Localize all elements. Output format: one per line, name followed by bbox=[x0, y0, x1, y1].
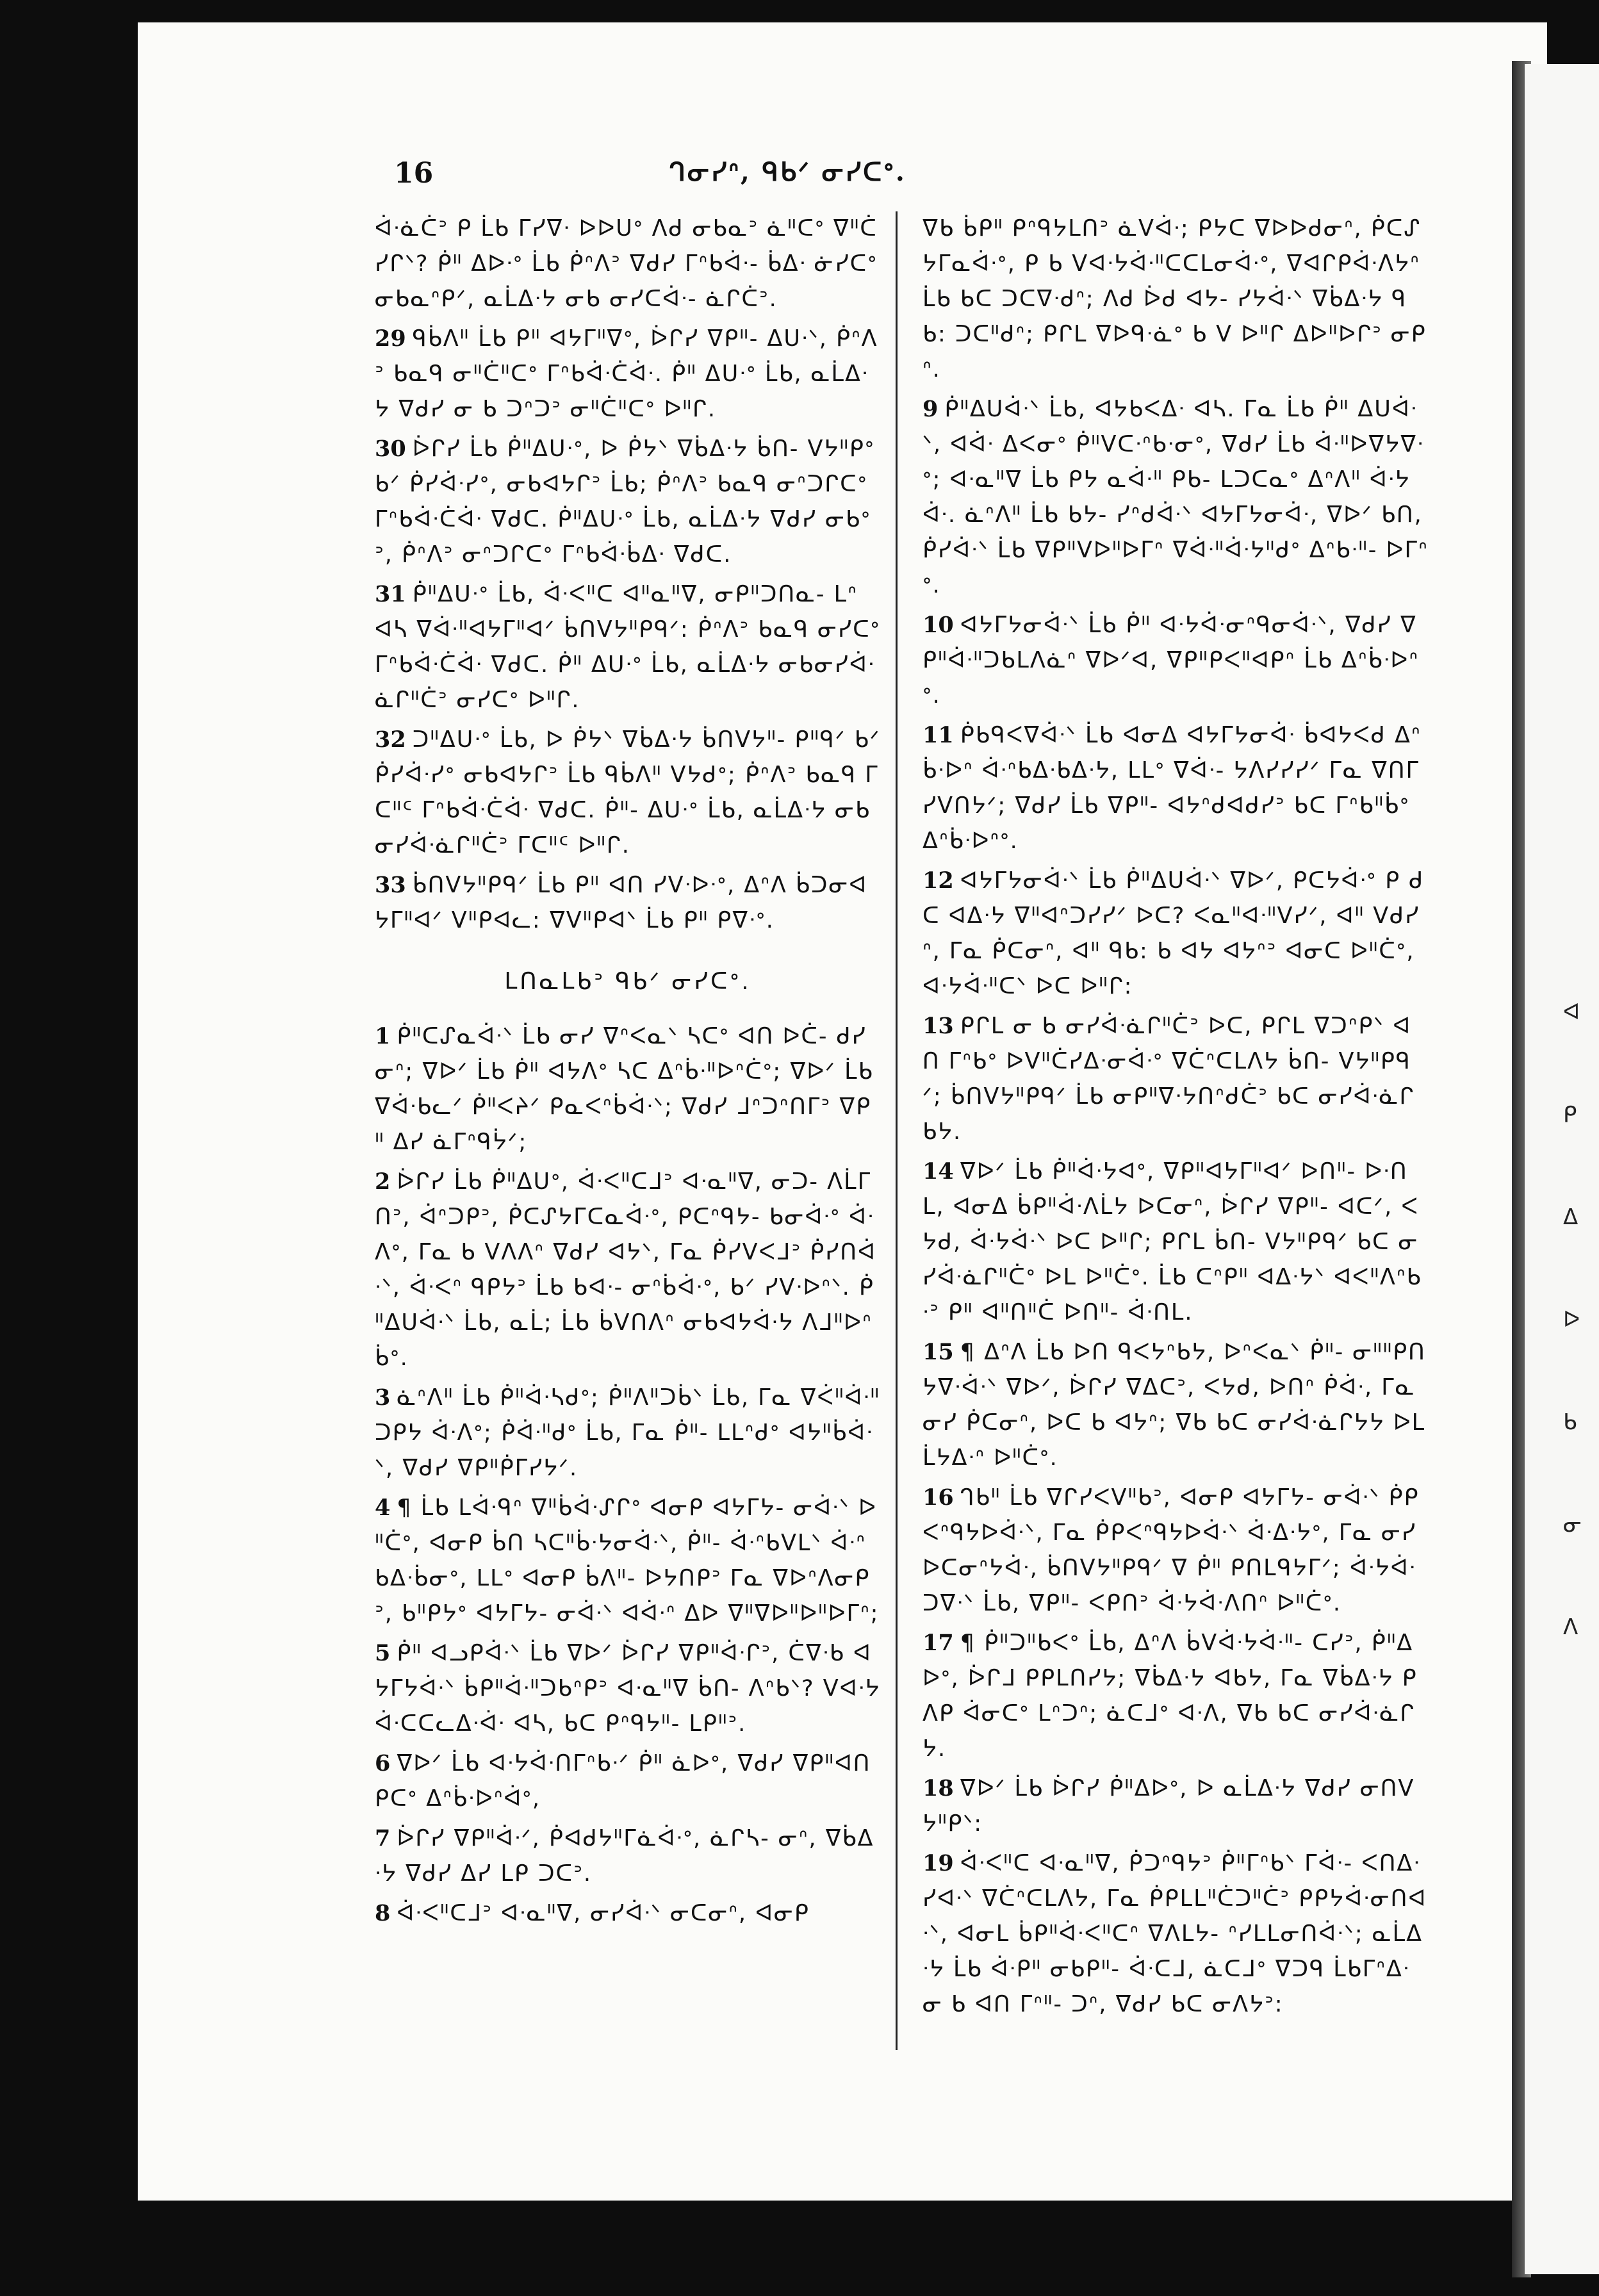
verse-paragraph bbox=[922, 1334, 1429, 1476]
verse-paragraph bbox=[375, 867, 881, 939]
verse-paragraph bbox=[375, 1164, 881, 1376]
verse-text: ᒉᑲᐦ ᒫᑲ ᐁᒋᓯᐸᐯᐦᑲᐣ, ᐊᓂᑭ ᐊᔭᒥᔭ- ᓂᐋᐧᐠ ᑮᑭᐸᐢᑫᔭᐅᐋᐧᐠ, ᒥᓇ ᑮᑭᐸᐢᑫᔭᐅᐋᐧᐠ ᐋᐧᐃᐧᔭᐤ, ᒥᓇ ᓂᓯ ᐅᑕᓂᐢᔭᐋᐧ, ᑳᑎᐯᔭᐦᑭᑫᐟ ᐁ ᑮᐦ ᑭᑎᒪᑫᔭᒥᐟ; ᐋᐧᔭᐋᐧᑐᐁᐧᐠ ᒫᑲ, ᐁᑭᐦ- ᐸᑭᑎᐣ ᐋᐧᔭᐋᐧᐱᑎᐢ ᐅᐦᑖᐤ. bbox=[922, 1485, 1420, 1616]
verse-number: 19 bbox=[922, 1850, 954, 1876]
verse-text: ᐋᐧᓈᑖᐣ ᑭ ᒫᑲ ᒥᓯᐁᐧ ᐅᐅᑌᐤ ᐱᑯ ᓂᑲᓇᐣ ᓈᐦᑕᐤ ᐁᐦᑖᓯᒋᐠ? ᑮᐦ ᐃᐅᐧᐤ ᒫᑲ ᑮᐢᐱᐣ ᐁᑯᓯ ᒥᐢᑲᐋᐧ- ᑳᐃᐧ ᓃᓯᑕᐤ ᓂᑲᓇᐢᑭᐟ, ᓇᒫᐃᐧᔭ ᓂᑲ ᓂᓯᑕᐋᐧ- ᓈᒋᑖᐣ. bbox=[375, 216, 878, 312]
verse-number: 12 bbox=[922, 867, 954, 894]
verse-text: ᐁᐅᐟ ᒫᑲ ᑮᐦᐋᐧᔭᐊᐤ, ᐁᑭᐦᐊᔭᒥᐦᐊᐟ ᐅᑎᐦ- ᐅᐧᑎᒪ, ᐊᓂᐃ ᑳᑭᐦᐋᐧᐱᒫᔭ ᐅᑕᓂᐢ, ᐆᒋᓯ ᐁᑭᐦ- ᐊᑕᐟ, ᐸᔭᑯ, ᐋᐧᔭᐋᐧᐠ ᐅᑕ ᐅᐦᒋ; ᑭᒋᒪ ᑳᑎ- ᐯᔭᐦᑭᑫᐟ ᑲᑕ ᓂᓯᐋᐧᓈᒋᐦᑖᐤ ᐅᒪ ᐅᐦᑖᐤ. ᒫᑲ ᑕᐢᑭᐦ ᐊᐃᐧᔭᐠ ᐊᐸᐦᐱᐢᑲᐧᐣ ᑭᐦ ᐊᐦᑎᐦᑖ ᐅᑎᐦ- ᐋᐧᑎᒪ. bbox=[922, 1159, 1422, 1325]
verse-number: 14 bbox=[922, 1158, 954, 1185]
verse-text: ᐆᒋᓯ ᒫᑲ ᑮᐦᐃᑌᐧᐤ, ᐅ ᑮᔭᐠ ᐁᑳᐃᐧᔭ ᑳᑎ- ᐯᔭᐦᑭᐤ ᑲᐟ ᑮᓯᐋᐧᓯᐤ, ᓂᑲᐊᔭᒋᐣ ᒫᑲ; ᑮᐢᐱᐣ ᑲᓇᑫ ᓂᐢᑐᒋᑕᐤ ᒥᐢᑲᐋᐧᑖᐋᐧ ᐁᑯᑕ. ᑮᐦᐃᑌᐧᐤ ᒫᑲ, ᓇᒫᐃᐧᔭ ᐁᑯᓯ ᓂᑲᐤᐣ, ᑮᐢᐱᐣ ᓂᐢᑐᒋᑕᐤ ᒥᐢᑲᐋᐧᑳᐃᐧ ᐁᑯᑕ. bbox=[375, 436, 875, 568]
verse-number: 17 bbox=[922, 1630, 954, 1656]
column-divider bbox=[896, 211, 898, 2050]
margin-glyph: ᐅ bbox=[1563, 1307, 1580, 1332]
verse-text: ᐆᒋᓯ ᐁᑭᐦᐋᐧᐟ, ᑮᐊᑯᔭᐦᒥᓈᐋᐧᐤ, ᓈᒋᓴ- ᓂᐢ, ᐁᑳᐃᐧᔭ ᐁᑯᓯ ᐃᓯ ᒪᑭ ᑐᑕᐣ. bbox=[375, 1826, 874, 1887]
verse-paragraph bbox=[375, 1896, 881, 1931]
verse-text: ᓈᐢᐱᐦ ᒫᑲ ᑮᐦᐋᐧᓴᑯᐤ; ᑮᐦᐱᐦᑐᑳᐠ ᒫᑲ, ᒥᓇ ᐁᐹᐦᐋᐧᐦᑐᑭᔭ ᐋᐧᐱᐤ; ᑮᐋᐧᐦᑯᐤ ᒫᑲ, ᒥᓇ ᑮᐦ- ᒪᒪᐢᑯᐤ ᐊᔭᐦᑳᐋᐧᐠ, ᐁᑯᓯ ᐁᑭᐦᑮᒥᓯᔭᐟ. bbox=[375, 1385, 880, 1481]
margin-glyph: ᐱ bbox=[1563, 1614, 1578, 1640]
verse-paragraph bbox=[922, 211, 1429, 388]
verse-number: 32 bbox=[375, 726, 406, 753]
verse-paragraph bbox=[375, 1490, 881, 1632]
verse-text: ᐁᐅᐟ ᒫᑲ ᐊᐧᔭᐋᐧᑎᒥᐢᑲᐧᐟ ᑮᐦ ᓈᐅᐤ, ᐁᑯᓯ ᐁᑭᐦᐊᑎᑭᑕᐤ ᐃᐢᑳᐧᐅᐢᐋᐤ, bbox=[375, 1751, 871, 1812]
verse-text: ᐊᔭᒥᔭᓂᐋᐧᐠ ᒫᑲ ᑮᐦᐃᑌᐋᐧᐠ ᐁᐅᐟ, ᑭᑕᔭᐋᐧᐤ ᑭ ᑯᑕ ᐊᐃᐧᔭ ᐁᐦᐊᐢᑐᓯᓯᐟ ᐅᑕ? ᐸᓇᐦᐊᐧᐦᐯᓯᐟ, ᐊᐦ ᐯᑯᓯᐢ, ᒥᓇ ᑮᑕᓂᐢ, ᐊᐦ ᑫᑲ: ᑲ ᐊᔭ ᐊᔭᐢᐣ ᐊᓂᑕ ᐅᐦᑖᐤ, ᐊᐧᔭᐋᐧᐦᑕᐠ ᐅᑕ ᐅᐦᒋ: bbox=[922, 868, 1425, 999]
verse-text: ᑐᐦᐃᑌᐧᐤ ᒫᑲ, ᐅ ᑮᔭᐠ ᐁᑳᐃᐧᔭ ᑳᑎᐯᔭᐦ- ᑭᐦᑫᐟ ᑲᐟ ᑮᓯᐋᐧᓯᐤ ᓂᑲᐊᔭᒋᐣ ᒫᑲ ᑫᑳᐱᐦ ᐯᔭᑯᐤ; ᑮᐢᐱᐣ ᑲᓇᑫ ᒥᑕᐦᑦ ᒥᐢᑲᐋᐧᑖᐋᐧ ᐁᑯᑕ. ᑮᐦ- ᐃᑌᐧᐤ ᒫᑲ, ᓇᒫᐃᐧᔭ ᓂᑲᓂᓯᐋᐧᓈᒋᐦᑖᐣ ᒥᑕᐦᑦ ᐅᐦᒋ. bbox=[375, 727, 881, 858]
running-title: ᒉᓂᓯᐢ, ᑫᑲᐟ ᓂᓯᑕᐤ. bbox=[669, 157, 906, 187]
verse-text: ᑮᑲᑫᐸᐁᐋᐧᐠ ᒫᑲ ᐊᓂᐃ ᐊᔭᒥᔭᓂᐋᐧ ᑳᐊᔭᐸᑯ ᐃᐢᑳᐧᐅᐢ ᐋᐧᐢᑲᐃᐧᑲᐃᐧᔭ, ᒪᒪᐤ ᐁᐋᐧ- ᔭᐱᓯᓯᓯᐟ ᒥᓇ ᐁᑎᒥᓯᐯᑎᔭᐟ; ᐁᑯᓯ ᒫᑲ ᐁᑭᐦ- ᐊᔭᐢᑯᐊᑯᓯᐣ ᑲᑕ ᒥᐢᑲᐦᑳᐤ ᐃᐢᑳᐧᐅᐢᐤ. bbox=[922, 723, 1422, 854]
verse-text: ᑮᐦᐃᑌᐧᐤ ᒫᑲ, ᐋᐧᐸᐦᑕ ᐊᐦᓇᐦᐁ, ᓂᑭᐦᑐᑎᓇ- ᒪᐢ ᐊᓴ ᐁᐋᐧᐦᐊᔭᒥᐦᐊᐟ ᑳᑎᐯᔭᐦᑭᑫᐟ: ᑮᐢᐱᐣ ᑲᓇᑫ ᓂᓯᑕᐤ ᒥᐢᑲᐋᐧᑖᐋᐧ ᐁᑯᑕ. ᑮᐦ ᐃᑌᐧᐤ ᒫᑲ, ᓇᒫᐃᐧᔭ ᓂᑲᓂᓯᐋᐧᓈᒋᐦᑖᐣ ᓂᓯᑕᐤ ᐅᐦᒋ. bbox=[375, 582, 881, 713]
verse-number: 8 bbox=[375, 1900, 391, 1926]
page-header bbox=[394, 157, 1432, 195]
right-column bbox=[922, 211, 1429, 2026]
verse-number: 3 bbox=[375, 1384, 391, 1411]
verse-paragraph bbox=[375, 1636, 881, 1742]
verse-number: 18 bbox=[922, 1775, 954, 1801]
verse-text: ᐁᑲ ᑳᑭᐦ ᑭᐢᑫᔭᒪᑎᐣ ᓈᐯᐋᐧ; ᑭᔭᑕ ᐁᐅᐅᑯᓂᐢ, ᑮᑕᔑᔭᒥᓇᐋᐧᐤ, ᑭ ᑲ ᐯᐊᐧᔭᐋᐧᐦᑕᑕᒪᓂᐋᐧᐤ, ᐁᐊᒋᑭᐋᐧᐱᔭᐢ ᒫᑲ ᑲᑕ ᑐᑕᐁᐧᑯᐢ; ᐱᑯ ᐆᑯ ᐊᔭ- ᓯᔭᐋᐧᐠ ᐁᑳᐃᐧᔭ ᑫᑲ: ᑐᑕᐦᑯᐢ; ᑭᒋᒪ ᐁᐅᑫᐧᓈᐤ ᑲ ᐯ ᐅᐦᒋ ᐃᐅᐦᐅᒋᐣ ᓂᑭᐢ. bbox=[922, 216, 1427, 382]
left-column bbox=[375, 211, 881, 1935]
chapter-heading: ᒪᑎᓇᒪᑲᐣ ᑫᑲᐟ ᓂᓯᑕᐤ. bbox=[504, 969, 751, 995]
verse-paragraph bbox=[922, 863, 1429, 1004]
verse-paragraph bbox=[375, 431, 881, 573]
verse-number: 30 bbox=[375, 436, 406, 462]
verse-number: 11 bbox=[922, 722, 954, 748]
verse-number: 15 bbox=[922, 1339, 954, 1365]
verse-text: ¶ ᒫᑲ ᒪᐋᐧᑫᐢ ᐁᐦᑳᐋᐧᔑᒋᐤ ᐊᓂᑭ ᐊᔭᒥᔭ- ᓂᐋᐧᐠ ᐅᐦᑖᐤ, ᐊᓂᑭ ᑳᑎ ᓴᑕᐦᑳᐧᔭᓂᐋᐧᐠ, ᑮᐦ- ᐋᐧᐢᑲᐯᒪᐠ ᐋᐧᐢᑲᐃᐧᑳᓂᐤ, ᒪᒪᐤ ᐊᓂᑭ ᑳᐱᐦ- ᐅᔭᑎᑭᐣ ᒥᓇ ᐁᐅᐢᐱᓂᑭᐣ, ᑲᐦᑭᔭᐤ ᐊᔭᒥᔭ- ᓂᐋᐧᐠ ᐊᐋᐧᐢ ᐃᐅ ᐁᐦᐁᐅᐦᐅᐦᐅᒥᐢ; bbox=[375, 1495, 880, 1627]
margin-glyph: ᐊ bbox=[1563, 999, 1580, 1025]
verse-number: 10 bbox=[922, 612, 954, 638]
verse-paragraph bbox=[922, 391, 1429, 603]
verse-number: 29 bbox=[375, 325, 406, 352]
verse-paragraph bbox=[922, 607, 1429, 714]
verse-text: ᑳᑎᐯᔭᐦᑭᑫᐟ ᒫᑲ ᑭᐦ ᐊᑎ ᓯᐯᐧᐅᐧᐤ, ᐃᐢᐱ ᑳᑐᓂᐊᔭᒥᐦᐊᐟ ᐯᐦᑭᐊᓚ: ᐁᐯᐦᑭᐊᐠ ᒫᑲ ᑭᐦ ᑭᐁᐧᐤ. bbox=[375, 873, 868, 933]
verse-number: 33 bbox=[375, 872, 406, 898]
verse-number: 5 bbox=[375, 1640, 391, 1666]
verse-number: 16 bbox=[922, 1484, 954, 1511]
verse-text: ᐋᐧᐸᐦᑕᒧᐣ ᐊᐧᓇᐦᐁ, ᓂᓯᐋᐧᐠ ᓂᑕᓂᐢ, ᐊᓂᑭ bbox=[397, 1901, 810, 1926]
verse-number: 6 bbox=[375, 1750, 391, 1776]
verse-number: 7 bbox=[375, 1825, 391, 1851]
margin-glyph: ᐃ bbox=[1563, 1204, 1578, 1230]
verse-number: 13 bbox=[922, 1013, 954, 1039]
verse-text: ¶ ᑮᐦᑐᐦᑲᐸᐤ ᒫᑲ, ᐃᐢᐱ ᑳᐯᐋᐧᔭᐋᐧᐦ- ᑕᓯᐣ, ᑮᐦᐃᐅᐤ, ᐆᒋᒧ ᑭᑭᒪᑎᓯᔭ; ᐁᑳᐃᐧᔭ ᐊᑲᔭ, ᒥᓇ ᐁᑳᐃᐧᔭ ᑭᐱᑭ ᐋᓂᑕᐤ ᒪᐢᑐᐢ; ᓈᑕᒧᐤ ᐊᐧᐱ, ᐁᑲ ᑲᑕ ᓂᓯᐋᐧᓈᒋᔭ. bbox=[922, 1630, 1418, 1762]
verse-paragraph bbox=[922, 1154, 1429, 1331]
verse-paragraph bbox=[375, 211, 881, 317]
margin-glyph: ᑭ bbox=[1563, 1102, 1577, 1128]
verse-paragraph bbox=[922, 1771, 1429, 1842]
verse-number: 4 bbox=[375, 1495, 391, 1521]
verse-paragraph bbox=[922, 718, 1429, 859]
margin-glyph: ᓂ bbox=[1563, 1512, 1582, 1538]
verse-text: ᑮᐦᐃᑌᐋᐧᐠ ᒫᑲ, ᐊᔭᑲᐸᐃᐧ ᐊᓴ. ᒥᓇ ᒫᑲ ᑮᐦ ᐃᑌᐋᐧᐠ, ᐊᐋᐧ ᐃᐸᓂᐤ ᑮᐦᐯᑕᐧᐢᑲᐧᓂᐤ, ᐁᑯᓯ ᒫᑲ ᐋᐧᐦᐅᐁᔭᐁᐧᐤ; ᐊᐧᓇᐦᐁ ᒫᑲ ᑭᔭ ᓇᐋᐧᐦ ᑭᑲ- ᒪᑐᑕᓇᐤ ᐃᐢᐱᐦ ᐋᐧᔭᐋᐧ. ᓈᐢᐱᐦ ᒫᑲ ᑲᔭ- ᓯᐢᑯᐋᐧᐠ ᐊᔭᒥᔭᓂᐋᐧ, ᐁᐅᐟ ᑲᑎ, ᑮᓯᐋᐧᐠ ᒫᑲ ᐁᑭᐦᐯᐅᐦᐅᒥᐢ ᐁᐋᐧᐦᐋᐧᔭᐦᑯᐤ ᐃᐢᑲᐧᐦ- ᐅᒥᐢᐤ. bbox=[922, 397, 1429, 598]
verse-paragraph bbox=[922, 1008, 1429, 1150]
verse-paragraph bbox=[922, 1625, 1429, 1767]
verse-text: ᐁᐅᐟ ᒫᑲ ᐆᒋᓯ ᑮᐦᐃᐅᐤ, ᐅ ᓇᒫᐃᐧᔭ ᐁᑯᓯ ᓂᑎᐯᔭᐦᑭᐠ: bbox=[922, 1776, 1415, 1837]
verse-text: ᐊᔭᒥᔭᓂᐋᐧᐠ ᒫᑲ ᑮᐦ ᐊᐧᔭᐋᐧᓂᐢᑫᓂᐋᐧᐠ, ᐁᑯᓯ ᐁᑭᐦᐋᐧᐦᑐᑲᒪᐱᓈᐢ ᐁᐅᐟᐊ, ᐁᑭᐦᑭᐸᐦᐊᑭᐢ ᒫᑲ ᐃᐢᑳᐧᐅᐢᐤ. bbox=[922, 612, 1419, 709]
verse-paragraph bbox=[375, 722, 881, 864]
facing-page-margin-text bbox=[1563, 961, 1595, 2050]
verse-text: ᑮᐦ ᐊᓗᑭᐋᐧᐠ ᒫᑲ ᐁᐅᐟ ᐆᒋᓯ ᐁᑭᐦᐋᐧᒋᐣ, ᑖᐁᐧᑲ ᐊᔭᒥᔭᐋᐧᐠ ᑳᑭᐦᐋᐧᐦᑐᑲᐢᑭᐣ ᐊᐧᓇᐦᐁ ᑳᑎ- ᐱᐢᑲᐠ? ᐯᐊᐧᔭᐋᐧᑕᑕᓚᐃᐧᐋᐧ ᐊᓴ, ᑲᑕ ᑭᐢᑫᔭᐦ- ᒪᑭᐦᐣ. bbox=[375, 1641, 881, 1737]
verse-paragraph bbox=[375, 1380, 881, 1486]
verse-text: ᑫᑳᐱᐦ ᒫᑲ ᑭᐦ ᐊᔭᒥᐦᐁᐤ, ᐆᒋᓯ ᐁᑭᐦ- ᐃᑌᐧᐠ, ᑮᐢᐱᐣ ᑲᓇᑫ ᓂᐦᑖᐦᑕᐤ ᒥᐢᑲᐋᐧᑖᐋᐧ. ᑮᐦ ᐃᑌᐧᐤ ᒫᑲ, ᓇᒫᐃᐧᔭ ᐁᑯᓯ ᓂ ᑲ ᑐᐢᑐᐣ ᓂᐦᑖᐦᑕᐤ ᐅᐦᒋ. bbox=[375, 326, 878, 422]
verse-text: ᐆᒋᓯ ᒫᑲ ᑮᐦᐃᑌᐤ, ᐋᐧᐸᐦᑕᒧᐣ ᐊᐧᓇᐦᐁ, ᓂᑐ- ᐱᒫᒥᑎᐣ, ᐋᐢᑐᑭᐣ, ᑮᑕᔑᔭᒥᑕᓇᐋᐧᐤ, ᑭᑕᐢᑫᔭ- ᑲᓂᐋᐧᐤ ᐋᐧᐱᐤ, ᒥᓇ ᑲ ᐯᐱᐱᐢ ᐁᑯᓯ ᐊᔭᐠ, ᒥᓇ ᑮᓯᐯᐸᒧᐣ ᑮᓯᑎᐋᐧᐠ, ᐋᐧᐸᐢ ᑫᑭᔭᐣ ᒫᑲ ᑲᐊᐧ- ᓂᐢᑳᐋᐧᐤ, ᑲᐟ ᓯᐯᐧᐅᐢᐠ. ᑮᐦᐃᑌᐋᐧᐠ ᒫᑲ, ᓇᒫ; ᒫᑲ ᑳᐯᑎᐱᐢ ᓂᑲᐊᔭᐋᐧᔭ ᐱᒧᐦᐅᐢᑳᐤ. bbox=[375, 1169, 876, 1371]
verse-text: ᐋᐧᐸᐦᑕ ᐊᐧᓇᐦᐁ, ᑮᑐᐢᑫᔭᐣ ᑮᐦᒥᐢᑲᐠ ᒥᐋᐧ- ᐸᑎᐃᐧᓯᐊᐧᐠ ᐁᑖᐢᑕᒪᐱᔭ, ᒥᓇ ᑮᑭᒪᒪᐦᑖᑐᐦᑖᐣ ᑭᑭᔭᐋᐧᓂᑎᐊᐧᐠ, ᐊᓂᒪ ᑳᑭᐦᐋᐧᐸᐦᑕᐢ ᐁᐱᒪᔭ- ᐢᓯᒪᒪᓂᑎᐋᐧᐠ; ᓇᒫᐃᐧᔭ ᒫᑲ ᐋᐧᑭᐦ ᓂᑲᑭᐦ- ᐋᐧᑕᒧ, ᓈᑕᒧᐤ ᐁᑐᑫ ᒫᑲᒥᐢᐃᐧ ᓂ ᑲ ᐊᑎ ᒥᐢᐦ- ᑐᐢ, ᐁᑯᓯ ᑲᑕ ᓂᐱᔭᐣ: bbox=[922, 1851, 1427, 2017]
verse-paragraph bbox=[922, 1846, 1429, 2022]
verse-number: 31 bbox=[375, 581, 406, 607]
verse-number: 2 bbox=[375, 1168, 391, 1195]
verse-text: ᑭᒋᒪ ᓂ ᑲ ᓂᓯᐋᐧᓈᒋᐦᑖᐣ ᐅᑕ, ᑭᒋᒪ ᐁᑐᐢᑭᐠ ᐊᑎ ᒥᐢᑲᐤ ᐅᐯᐦᑖᓯᐃᐧᓂᐋᐧᐤ ᐁᑖᐢᑕᒪᐱᔭ ᑳᑎ- ᐯᔭᐦᑭᑫᐟ; ᑳᑎᐯᔭᐦᑭᑫᐟ ᒫᑲ ᓂᑭᐦᐁᐧᔭᑎᐢᑯᑖᐣ ᑲᑕ ᓂᓯᐋᐧᓈᒋᑲᔭ. bbox=[922, 1013, 1415, 1145]
verse-paragraph bbox=[375, 1019, 881, 1160]
verse-paragraph bbox=[375, 1746, 881, 1817]
verse-paragraph bbox=[375, 1821, 881, 1892]
verse-paragraph bbox=[922, 1480, 1429, 1621]
verse-paragraph bbox=[375, 321, 881, 427]
page-number: 16 bbox=[394, 157, 434, 190]
margin-glyph: ᑲ bbox=[1563, 1409, 1577, 1435]
verse-paragraph bbox=[375, 577, 881, 718]
verse-text: ¶ ᐃᐢᐱ ᒫᑲ ᐅᑎ ᑫᐸᔭᐢᑲᔭ, ᐅᐢᐸᓇᐠ ᑮᐦ- ᓂᐦᐦᑭᑎᔭᐁᐧᐋᐧᐠ ᐁᐅᐟ, ᐆᒋᓯ ᐁᐃᑕᐣ, ᐸᔭᑯ, ᐅᑎᐢ ᑮᐋᐧ, ᒥᓇ ᓂᓯ ᑮᑕᓂᐢ, ᐅᑕ ᑲ ᐊᔭᐢ; ᐁᑲ ᑲᑕ ᓂᓯᐋᐧᓈᒋᔭᔭ ᐅᒪᒫᔭᐃᐧᐢ ᐅᐦᑖᐤ. bbox=[922, 1340, 1426, 1471]
verse-text: ᑮᐦᑕᔑᓇᐋᐧᐠ ᒫᑲ ᓂᓯ ᐁᐢᐸᓇᐠ ᓴᑕᐤ ᐊᑎ ᐅᑖ- ᑯᓯᓂᐢ; ᐁᐅᐟ ᒫᑲ ᑮᐦ ᐊᔭᐱᐤ ᓴᑕ ᐃᐢᑳᐧᐦᐅᐢᑖᐤ; ᐁᐅᐟ ᒫᑲ ᐁᐋᐧᑲᓚᐟ ᑮᐦᐸᔨᐟ ᑭᓇᐸᐢᑳᐋᐧᐠ; ᐁᑯᓯ ᒧᐢᑐᐢᑎᒥᐣ ᐁᑭᐦ ᐃᓯ ᓈᒥᐢᑫᔮᐟ; bbox=[375, 1024, 874, 1155]
verse-number: 1 bbox=[375, 1023, 391, 1049]
verse-number: 9 bbox=[922, 396, 939, 422]
